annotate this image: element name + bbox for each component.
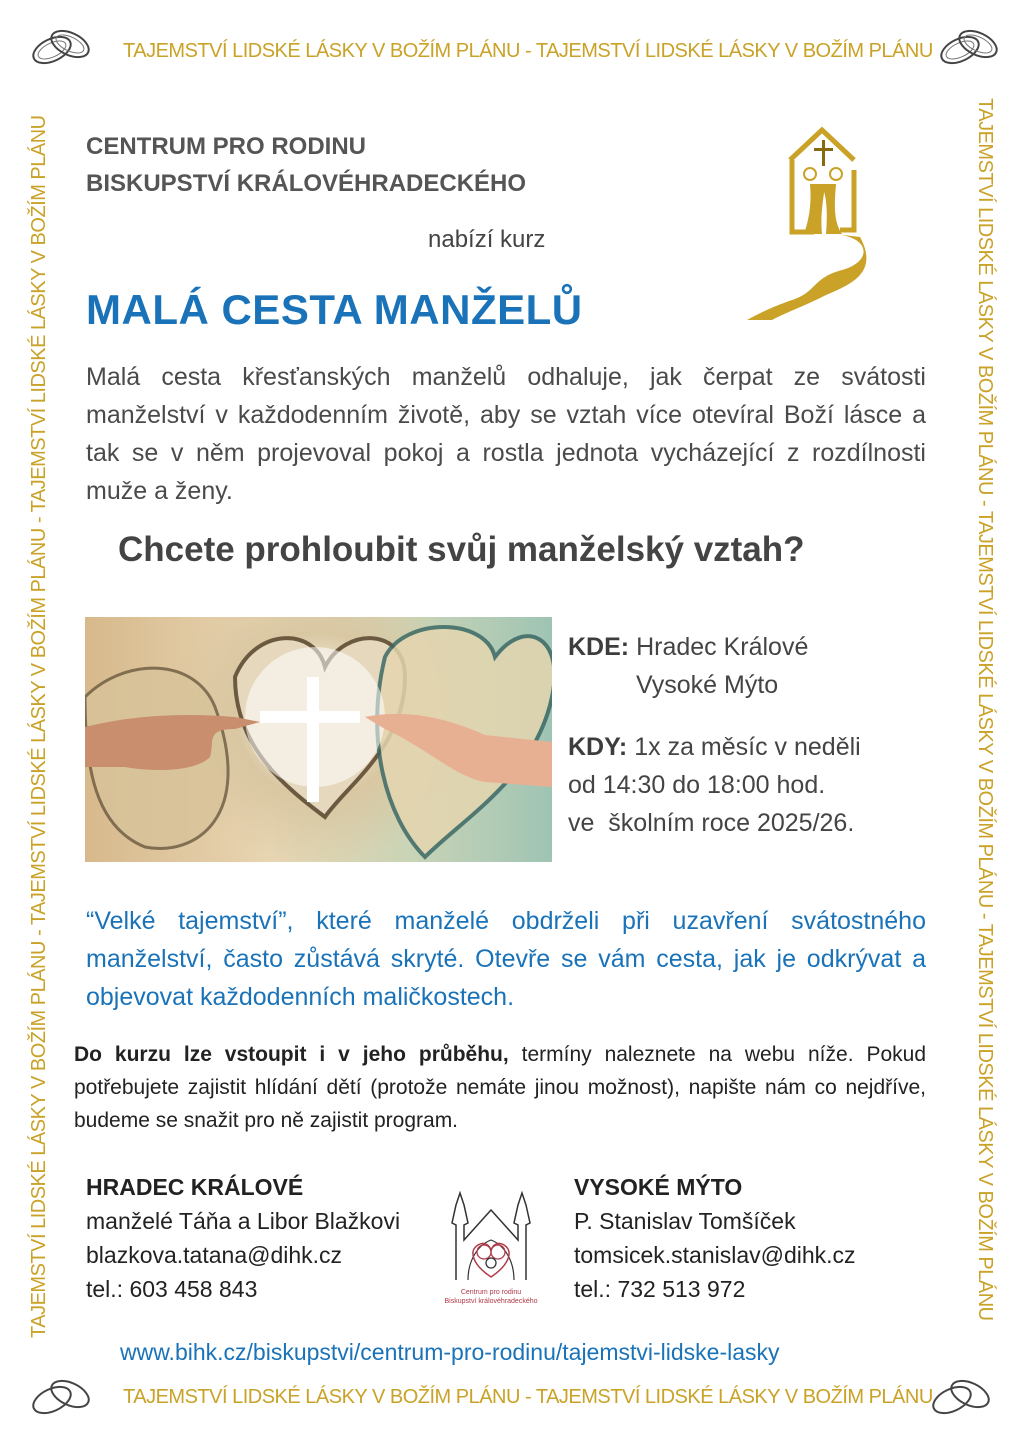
course-title: MALÁ CESTA MANŽELŮ (86, 286, 583, 333)
center-logo-line-2: Biskupství královéhradeckého (444, 1298, 538, 1305)
left-band-text: TAJEMSTVÍ LIDSKÉ LÁSKY V BOŽÍM PLÁNU - TAJEMSTVÍ LIDSKÉ LÁSKY V BOŽÍM PLÁNU - TAJEMSTVÍ LIDSKÉ LÁSKY V BOŽÍM PLÁNU (28, 115, 50, 1338)
center-logo-line-1: Centrum pro rodinu (460, 1289, 522, 1296)
organization-name (86, 128, 526, 202)
contact-city: VYSOKÉ MÝTO (574, 1174, 743, 1200)
contact-hradec-kralove (86, 1170, 400, 1306)
contact-city: HRADEC KRÁLOVÉ (86, 1174, 304, 1200)
wedding-rings-icon (936, 26, 1004, 66)
offers-label: nabízí kurz (428, 226, 546, 253)
when-time: od 14:30 do 18:00 hod. (568, 771, 826, 799)
church-path-logo (742, 112, 882, 327)
contact-vysoke-myto (574, 1170, 856, 1306)
top-band-text: TAJEMSTVÍ LIDSKÉ LÁSKY V BOŽÍM PLÁNU - TAJEMSTVÍ LIDSKÉ LÁSKY V BOŽÍM PLÁNU (123, 40, 933, 62)
contact-name: manželé Táňa a Libor Blažkovi (86, 1208, 401, 1234)
enrollment-note-text: termíny naleznete na webu níže. Pokud potřebujete zajistit hlídání dětí (protože nemáte jinou možnost), napište nám co nejdříve, budeme se snažit pro ně zajistit program. (74, 1043, 927, 1132)
contact-phone: tel.: 603 458 843 (86, 1276, 258, 1302)
wedding-rings-icon (928, 1376, 996, 1416)
where-label: KDE: (568, 633, 630, 661)
org-line-2: BISKUPSTVÍ KRÁLOVÉHRADECKÉHO (86, 170, 527, 197)
right-band-text: TAJEMSTVÍ LIDSKÉ LÁSKY V BOŽÍM PLÁNU - TAJEMSTVÍ LIDSKÉ LÁSKY V BOŽÍM PLÁNU - TAJEMSTVÍ LIDSKÉ LÁSKY V BOŽÍM PLÁNU (974, 98, 996, 1321)
when-label: KDY: (568, 733, 628, 761)
contact-email[interactable]: blazkova.tatana@dihk.cz (86, 1242, 343, 1268)
wedding-rings-icon (28, 1376, 96, 1416)
contact-email[interactable]: tomsicek.stanislav@dihk.cz (574, 1242, 856, 1268)
quote-paragraph: “Velké tajemství”, které manželé obdrželi při uzavření svátostného manželství, často zůstává skryté. Otevře se vám cesta, jak je odkrývat a objevovat každodenních maličkostech. (86, 907, 926, 1011)
when-frequency: 1x za měsíc v neděli (634, 733, 861, 761)
when-period: ve školním roce 2025/26. (568, 809, 855, 837)
headline-question: Chcete prohloubit svůj manželský vztah? (118, 530, 805, 569)
where-location-2: Vysoké Mýto (636, 671, 779, 699)
course-info (568, 628, 861, 842)
website-link[interactable]: www.bihk.cz/biskupstvi/centrum-pro-rodinu/tajemstvi-lidske-lasky (120, 1339, 780, 1365)
cathedral-heart-logo (428, 1185, 554, 1303)
enrollment-note-bold: Do kurzu lze vstoupit i v jeho průběhu, (74, 1043, 509, 1066)
where-location-1: Hradec Králové (636, 633, 809, 661)
enrollment-note (74, 1038, 926, 1137)
contact-phone: tel.: 732 513 972 (574, 1276, 746, 1302)
wedding-rings-icon (28, 26, 96, 66)
course-description: Malá cesta křesťanských manželů odhaluje, jak čerpat ze svátosti manželství v každodenním životě, aby se vztah více otevíral Boží lásce a tak se v něm projevoval pokoj a rostla jednota vycházející z rozdílnosti muže a ženy. (86, 363, 926, 505)
bottom-band-text: TAJEMSTVÍ LIDSKÉ LÁSKY V BOŽÍM PLÁNU - TAJEMSTVÍ LIDSKÉ LÁSKY V BOŽÍM PLÁNU (123, 1386, 933, 1408)
hands-cross-hearts-image (85, 617, 552, 862)
org-line-1: CENTRUM PRO RODINU (86, 133, 366, 160)
contact-name: P. Stanislav Tomšíček (574, 1208, 796, 1234)
